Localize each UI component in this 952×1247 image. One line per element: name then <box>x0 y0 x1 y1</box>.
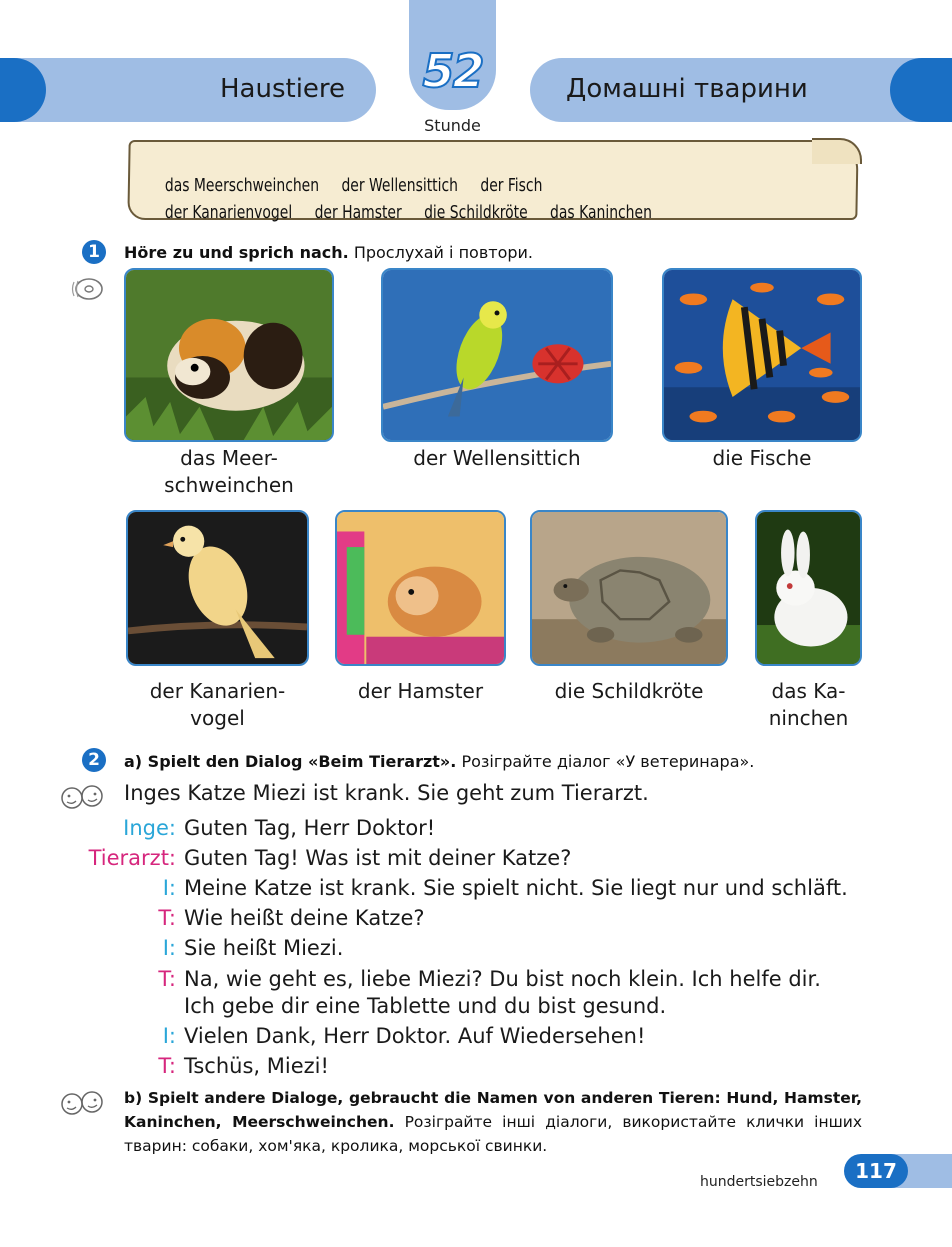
caption-budgie: der Wellensittich <box>413 446 581 470</box>
utterance: Guten Tag, Herr Doktor! <box>184 816 436 840</box>
speaker-label: I: <box>162 936 176 960</box>
canary-photo <box>126 510 309 666</box>
task-1-instruction-ua: Прослухай і повтори. <box>353 243 533 262</box>
rabbit-photo <box>755 510 862 666</box>
caption-hamster: der Hamster <box>357 679 484 703</box>
talking-heads-icon <box>58 784 108 810</box>
vocab-word: der Wellensittich <box>341 175 458 196</box>
utterance: Vielen Dank, Herr Doktor. Auf Wiedersehen! <box>184 1024 646 1048</box>
lesson-label: Stunde <box>424 116 481 135</box>
page-title-german: Haustiere <box>220 74 346 104</box>
caption-canary: der Kanarien- vogel <box>149 679 286 730</box>
vocab-word: der Kanarienvogel <box>164 202 293 223</box>
utterance: Ich gebe dir eine Tablette und du bist gesund. <box>184 994 667 1018</box>
caption-fish: die Fische <box>712 446 812 470</box>
caption-rabbit: das Ka- ninchen <box>768 679 849 730</box>
task-1-number: 1 <box>82 240 106 264</box>
task-2a-instruction-de: a) Spielt den Dialog «Beim Tierarzt». <box>124 752 457 771</box>
task-2-number: 2 <box>82 748 106 772</box>
utterance: Meine Katze ist krank. Sie spielt nicht. Sie liegt nur und schläft. <box>184 876 848 900</box>
speaker-label: I: <box>162 876 176 900</box>
guinea-pig-photo <box>124 268 334 442</box>
vocab-word: der Hamster <box>314 202 402 223</box>
task-2b-instruction <box>124 1086 862 1158</box>
task-1-instruction-de: Höre zu und sprich nach. <box>124 243 349 262</box>
speaker-label: Tierarzt: <box>88 846 176 870</box>
speaker-label: T: <box>158 1054 176 1078</box>
speaker-label: T: <box>158 906 176 930</box>
scroll-curl-decoration <box>812 138 862 164</box>
task-1-instruction <box>124 243 533 262</box>
lesson-number: 52 <box>422 44 483 98</box>
header-accent-right <box>890 58 952 122</box>
caption-tortoise: die Schildkröte <box>554 679 704 703</box>
cd-icon[interactable] <box>70 276 104 302</box>
speaker-label: Inge: <box>123 816 176 840</box>
speaker-label: T: <box>158 967 176 991</box>
hamster-photo <box>335 510 506 666</box>
vocab-word: die Schildkröte <box>424 202 528 223</box>
task-2a-instruction <box>124 752 754 771</box>
task-2b-instruction-ua: Розіграйте інші діалоги, використайте клички інших тварин: собаки, хом'яка, кролика, морської свинки. <box>124 1113 863 1155</box>
vocabulary-row-2 <box>156 181 674 223</box>
budgie-photo <box>381 268 613 442</box>
utterance: Sie heißt Miezi. <box>184 936 344 960</box>
vocab-word: der Fisch <box>480 175 543 196</box>
page-title-ukrainian: Домашні тварини <box>566 74 808 104</box>
utterance: Wie heißt deine Katze? <box>184 906 425 930</box>
task-2b-instruction-de: b) Spielt andere Dialoge, gebraucht die Namen von anderen Tieren: Hund, Hamster, Kaninchen, Meerschweinchen. <box>124 1089 862 1131</box>
vocab-word: das Meerschweinchen <box>164 175 320 196</box>
vocab-word: das Kaninchen <box>550 202 652 223</box>
page-number-word: hundertsiebzehn <box>700 1174 818 1190</box>
dialogue-narration: Inges Katze Miezi ist krank. Sie geht zum Tierarzt. <box>124 781 649 805</box>
talking-heads-icon <box>58 1090 108 1116</box>
speaker-label: I: <box>162 1024 176 1048</box>
fish-photo <box>662 268 862 442</box>
tortoise-photo <box>530 510 728 666</box>
utterance: Na, wie geht es, liebe Miezi? Du bist noch klein. Ich helfe dir. <box>184 967 821 991</box>
caption-guinea-pig: das Meer- schweinchen <box>164 446 294 497</box>
task-2a-instruction-ua: Розіграйте діалог «У ветеринара». <box>461 752 755 771</box>
utterance: Guten Tag! Was ist mit deiner Katze? <box>184 846 572 870</box>
page-number: 117 <box>844 1154 908 1188</box>
utterance: Tschüs, Miezi! <box>184 1054 329 1078</box>
